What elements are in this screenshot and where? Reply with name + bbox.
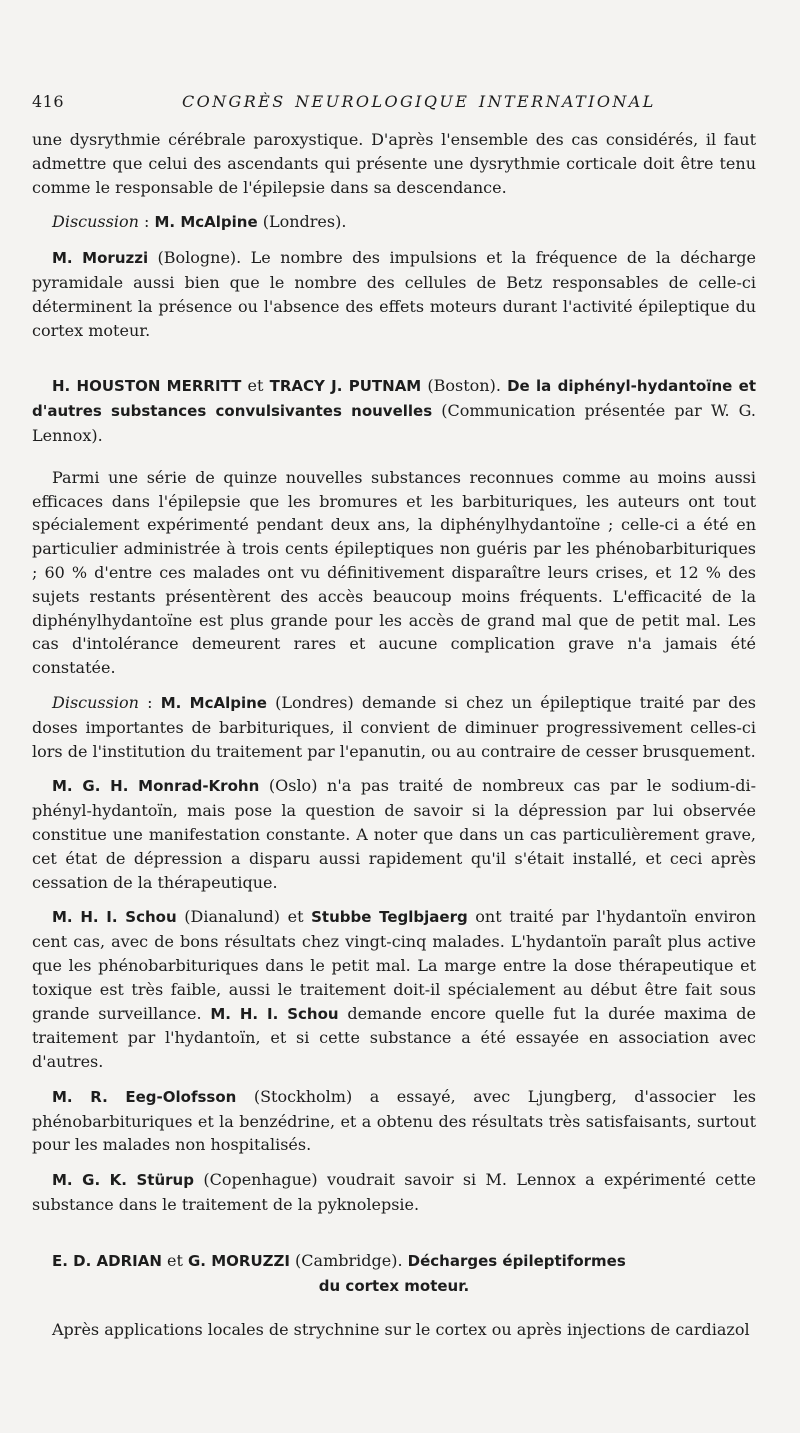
article-title-adrian-moruzzi [32,1249,756,1274]
paragraph-abstract-start: Après applications locales de strychnine sur le cortex ou après injections de cardiazol [52,1320,750,1340]
speaker-name: M. McAlpine [160,693,267,712]
conjunction: et [241,376,270,396]
article-title: Décharges épileptiformes [407,1251,626,1270]
discussion-label: Discussion [52,692,139,712]
speaker-name: M. McAlpine [154,213,258,232]
paragraph-continuation: une dysrythmie cérébrale paroxystique. D'après l'ensemble des cas considérés, il faut admettre que celui des ascendants qui présente une dysrythmie corticale doit être tenu comme le responsable de l'épilepsie dans sa descendance. [32,130,756,197]
speaker-name: Stubbe Teglbjaerg [311,908,468,927]
separator: : [138,692,161,712]
speaker-name: M. Moruzzi [52,249,149,268]
author-name: TRACY J. PUTNAM [269,377,422,396]
author-name: G. MORUZZI [187,1251,290,1270]
paragraph-text: demande encore quelle fut la durée maxima de traitement par l'hydantoïn, et si cette substance a été essayée en association avec d'autres. [32,1003,757,1072]
paragraph-text: (Bologne). Le nombre des impulsions et la fréquence de la décharge pyramidale aussi bien que le nombre des cellules de Betz responsables de celle-ci déterminent la présence ou l'absence des effets moteurs durant l'activité épileptique du cortex moteur. [32,248,757,340]
speaker-name: M. R. Eeg-Olofsson [52,1087,237,1106]
paragraph-text: (Stockholm) a essayé, avec Ljungberg, d'associer les phénobarbituriques et la benzédrine, et a obtenu des résultats très satisfaisants, surtout pour les malades non hospitalisés. [32,1086,757,1155]
article-title-merritt-putnam [32,374,756,447]
article-title: du cortex moteur. [318,1276,470,1295]
author-place: (Boston). [421,376,508,396]
paragraph-sturup [32,1168,756,1217]
page-number: 416 [32,92,65,111]
speaker-place: (Londres). [257,212,347,232]
running-title: CONGRÈS NEUROLOGIQUE INTERNATIONAL [182,92,656,111]
paragraph-text: (Londres) demande si chez un épileptique traité par des doses importantes de barbituriques, il convient de diminuer progressivement celles-ci lors de l'institution du traitement par l'epanutin, ou au contraire de cesser brusquement. [32,692,756,761]
article-note: (Communication présentée par W. G. Lennox). [32,401,756,445]
paragraph-text: (Copenhague) voudrait savoir si M. Lennox a expérimenté cette substance dans le traitement de la pyknolepsie. [32,1170,756,1215]
paragraph-moruzzi [32,246,756,342]
speaker-name: M. H. I. Schou [52,908,177,927]
paragraph-text: (Oslo) n'a pas traité de nombreux cas par le sodium-di-phényl-hydantoïn, mais pose la question de savoir si la dépression par lui observée constitue une manifestation constante. A noter que dans un cas particulièrement grave, cet état de dépression a disparu aussi rapidement qu'il s'était installé, et ceci après cessation de la thérapeutique. [32,776,756,892]
speaker-name: M. G. K. Stürup [52,1171,194,1190]
author-name: H. HOUSTON MERRITT [52,377,242,396]
discussion-label: Discussion [52,212,139,232]
author-place: (Cambridge). [289,1250,408,1270]
discussion-1 [32,210,756,235]
paragraph-text: ont traité par l'hydantoïn environ cent cas, avec de bons résultats chez vingt-cinq malades. L'hydantoïn paraît plus active que les phénobarbituriques dans le petit mal. La marge entre la dose thérapeutique et toxique est très faible, aussi le traitement doit-il spécialement au début être fait sous grande surveillance. [32,907,756,1023]
author-name: E. D. ADRIAN [52,1251,162,1270]
paragraph-schou [32,905,756,1074]
paragraph-eeg-olofsson [32,1085,756,1157]
running-header [32,92,768,116]
discussion-2 [32,691,756,763]
page-body [32,128,756,1342]
conjunction: et [161,1250,188,1270]
paragraph-text: (Dianalund) et [176,907,312,927]
paragraph-abstract: Parmi une série de quinze nouvelles substances reconnues comme au moins aussi efficaces dans l'épilepsie que les bromures et les barbituriques, les auteurs ont tout spécialement expérimenté pendant deux ans, la diphénylhydantoïne ; celle-ci a été en particulier administrée à trois cents épileptiques non guéris par les phénobarbituriques ; 60 % d'entre ces malades ont vu définitivement disparaître leurs crises, et 12 % des sujets restants présentèrent des accès beaucoup moins fréquents. L'efficacité de la diphénylhydantoïne est plus grande pour les accès de grand mal que de petit mal. Les cas d'intolérance demeurent rares et aucune complication grave n'a jamais été constatée. [32,467,756,678]
article-title: De la diphényl-hydantoïne et d'autres substances convulsivantes nouvelles [32,377,757,421]
article-title-line-2 [32,1274,756,1299]
separator: : [138,212,155,232]
speaker-name: M. H. I. Schou [210,1004,339,1023]
speaker-name: M. G. H. Monrad-Krohn [52,777,260,796]
paragraph-monrad-krohn [32,774,756,894]
